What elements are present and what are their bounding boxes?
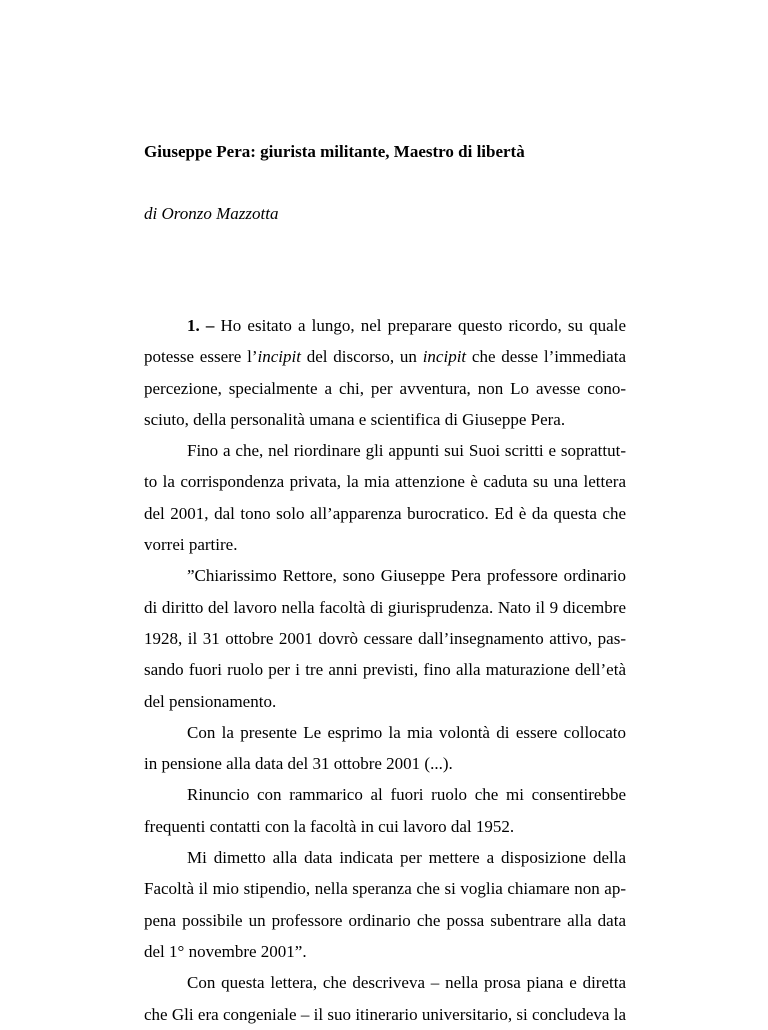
text-line: frequenti contatti con la facoltà in cui lavoro dal 1952. (144, 816, 515, 836)
text-line: del pensionamento. (144, 691, 277, 711)
body-text (144, 310, 626, 1030)
section-number: 1. – (187, 316, 215, 335)
text-line: in pensione alla data del 31 ottobre 2001 (...). (144, 754, 453, 774)
text-line: sando fuori ruolo per i tre anni previsti, fino alla maturazione dell’età (144, 660, 626, 680)
text-line: percezione, specialmente a chi, per avventura, non Lo avesse cono- (144, 378, 626, 398)
text-line: di diritto del lavoro nella facoltà di giurisprudenza. Nato il 9 dicembre (144, 597, 626, 617)
text-line: Mi dimetto alla data indicata per mettere a disposizione della (187, 848, 626, 868)
emphasis-text: incipit (422, 347, 467, 367)
author-line: di Oronzo Mazzotta (144, 204, 279, 223)
text-line: Facoltà il mio stipendio, nella speranza che si voglia chiamare non ap- (144, 879, 626, 899)
text-line: to la corrispondenza privata, la mia attenzione è caduta su una lettera (144, 472, 626, 492)
text-line: del 2001, dal tono solo all’apparenza burocratico. Ed è da questa che (144, 503, 626, 523)
text-line: che Gli era congeniale – il suo itinerario universitario, si concludeva la (144, 1004, 626, 1024)
text-line: sciuto, della personalità umana e scientifica di Giuseppe Pera. (144, 409, 566, 429)
text-line: vorrei partire. (144, 535, 238, 555)
text-line: Con la presente Le esprimo la mia volontà di essere collocato (187, 722, 626, 742)
text-line: ”Chiarissimo Rettore, sono Giuseppe Pera professore ordinario (187, 566, 626, 586)
text-line: 1928, il 31 ottobre 2001 dovrò cessare dall’insegnamento attivo, pas- (144, 628, 626, 648)
document-title: Giuseppe Pera: giurista militante, Maestro di libertà (144, 142, 525, 161)
emphasis-text: incipit (257, 347, 301, 367)
text-line: Fino a che, nel riordinare gli appunti sui Suoi scritti e soprattut- (187, 441, 626, 461)
text-line: del 1° novembre 2001”. (144, 941, 307, 961)
text-line: potesse essere l’incipit del discorso, un incipit che desse l’immediata (144, 347, 626, 367)
text-line: 1. – Ho esitato a lungo, nel preparare questo ricordo, su quale (187, 316, 626, 335)
text-line: Rinuncio con rammarico al fuori ruolo che mi consentirebbe (187, 785, 626, 805)
text-line: Con questa lettera, che descriveva – nella prosa piana e diretta (187, 973, 626, 993)
text-line: pena possibile un professore ordinario che possa subentrare alla data (144, 910, 626, 930)
